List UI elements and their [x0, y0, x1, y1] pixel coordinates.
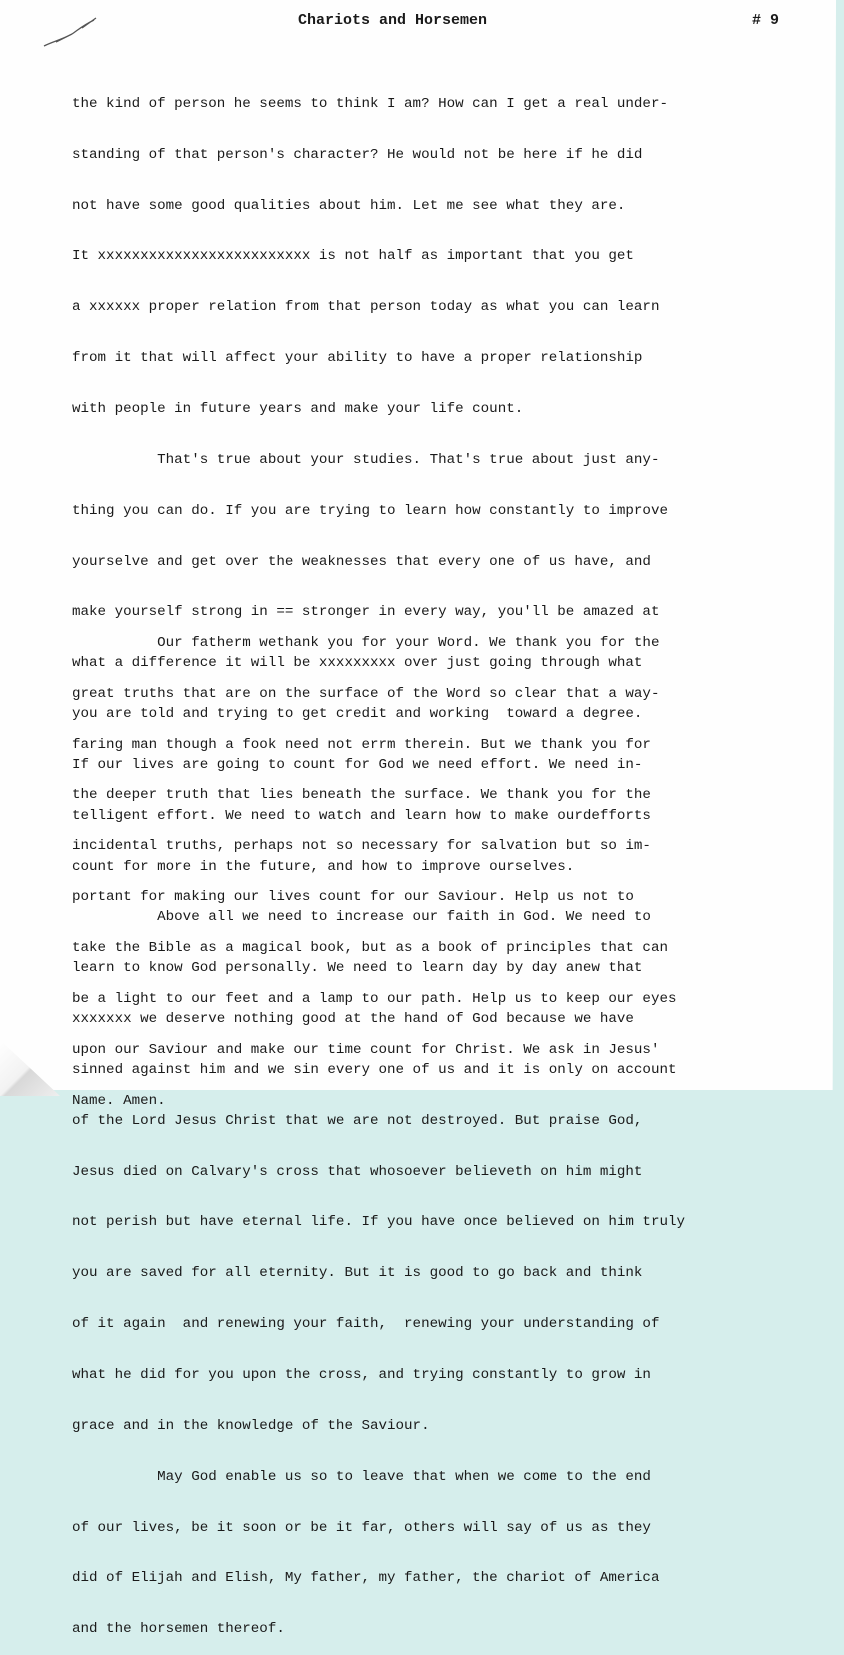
text-line: the kind of person he seems to think I am? How can I get a real under- [72, 95, 668, 112]
text-line: make yourself strong in == stronger in every way, you'll be amazed at [72, 604, 660, 621]
text-line: sinned against him and we sin every one of us and it is only on account [72, 1061, 677, 1078]
text-line: you are saved for all eternity. But it is good to go back and think [72, 1265, 643, 1282]
text-line: what a difference it will be xxxxxxxxx over just going through what [72, 655, 643, 672]
text-line: and the horsemen thereof. [72, 1621, 285, 1638]
text-line: what he did for you upon the cross, and trying constantly to grow in [72, 1367, 651, 1383]
pen-mark-icon [42, 16, 102, 50]
text-line: not perish but have eternal life. If you have once believed on him truly [72, 1214, 685, 1231]
text-line: of our lives, be it soon or be it far, others will say of us as they [72, 1519, 651, 1536]
text-line: Jesus died on Calvary's cross that whosoever believeth on him might [72, 1163, 643, 1180]
text-line: you are told and trying to get credit and working toward a degree. [72, 706, 643, 723]
text-line: take the Bible as a magical book, but as a book of principles that can [72, 939, 668, 956]
text-line: Our fatherm wethank you for your Word. We thank you for the [72, 634, 660, 651]
page-title: Chariots and Horsemen [298, 12, 488, 29]
text-line: grace and in the knowledge of the Saviour. [72, 1417, 430, 1434]
text-line: with people in future years and make your life count. [72, 400, 524, 417]
page-number: # 9 [752, 12, 780, 29]
text-line: upon our Saviour and make our time count for Christ. We ask in Jesus' [72, 1041, 660, 1058]
text-line: Above all we need to increase our faith in God. We need to [72, 909, 651, 926]
text-line: standing of that person's character? He would not be here if he did [72, 146, 643, 163]
text-line: the deeper truth that lies beneath the surface. We thank you for the [72, 787, 651, 804]
text-line: telligent effort. We need to watch and learn how to make ourdefforts [72, 807, 651, 824]
text-line: of the Lord Jesus Christ that we are not destroyed. But praise God, [72, 1112, 643, 1129]
text-line: thing you can do. If you are trying to learn how constantly to improve [72, 502, 668, 519]
text-line: of it again and renewing your faith, renewing your understanding of [72, 1316, 660, 1333]
text-line: learn to know God personally. We need to learn day by day anew that [72, 960, 643, 977]
text-line: incidental truths, perhaps not so necessary for salvation but so im- [72, 838, 651, 855]
text-line: great truths that are on the surface of the Word so clear that a way- [72, 685, 660, 702]
text-line: Name. Amen. [72, 1092, 166, 1109]
text-line: count for more in the future, and how to improve ourselves. [72, 858, 575, 875]
text-line: yourselve and get over the weaknesses that every one of us have, and [72, 553, 651, 570]
text-line: If our lives are going to count for God we need effort. We need in- [72, 756, 643, 773]
text-line: It xxxxxxxxxxxxxxxxxxxxxxxxx is not half as important that you get [72, 248, 634, 265]
text-line: faring man though a fook need not errm therein. But we thank you for [72, 736, 651, 753]
text-line: a xxxxxx proper relation from that person today as what you can learn [72, 299, 660, 316]
text-line: portant for making our lives count for our Saviour. Help us not to [72, 889, 634, 906]
text-line: did of Elijah and Elish, My father, my father, the chariot of America [72, 1570, 660, 1587]
closing-prayer [72, 601, 677, 1126]
text-line: be a light to our feet and a lamp to our path. Help us to keep our eyes [72, 990, 677, 1007]
text-line: not have some good qualities about him. Let me see what they are. [72, 197, 626, 214]
text-line: from it that will affect your ability to have a proper relationship [72, 350, 643, 367]
text-line: That's true about your studies. That's true about just any- [72, 451, 660, 468]
text-line: xxxxxxx we deserve nothing good at the hand of God because we have [72, 1011, 634, 1028]
text-line: May God enable us so to leave that when we come to the end [72, 1468, 651, 1485]
